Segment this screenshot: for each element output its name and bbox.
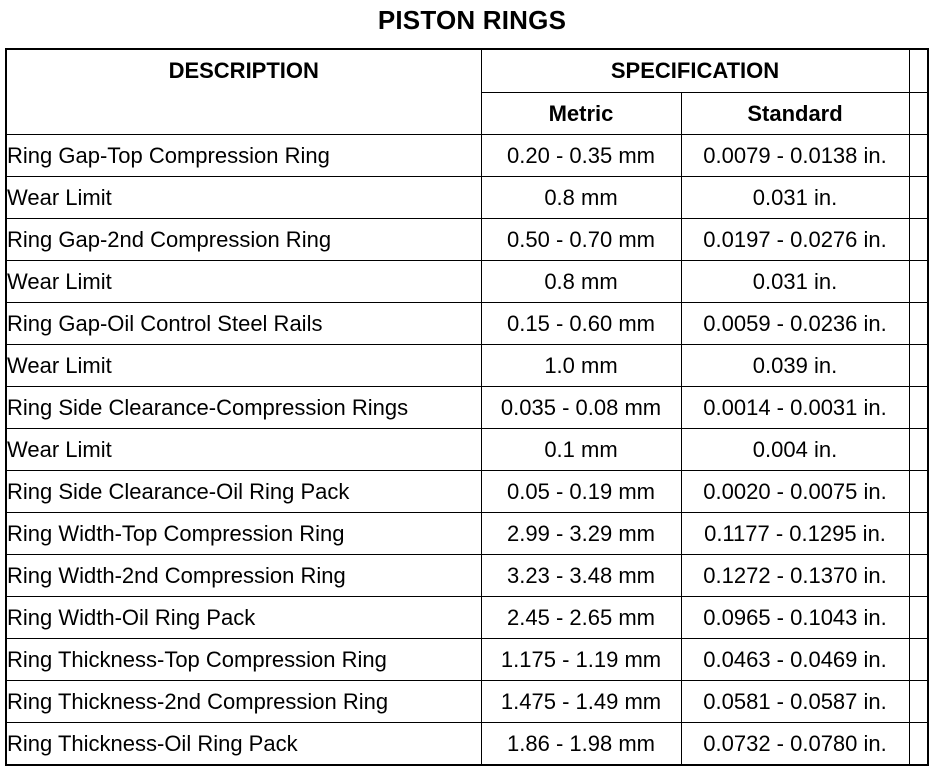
table-row <box>6 261 928 303</box>
table-row <box>6 177 928 219</box>
description-cell: Wear Limit <box>6 345 481 387</box>
table-body <box>6 135 928 766</box>
standard-cell: 0.1177 - 0.1295 in. <box>681 513 909 555</box>
spacer-cell <box>909 93 928 135</box>
standard-cell: 0.0020 - 0.0075 in. <box>681 471 909 513</box>
metric-cell: 2.45 - 2.65 mm <box>481 597 681 639</box>
description-cell: Ring Side Clearance-Compression Rings <box>6 387 481 429</box>
standard-cell: 0.0581 - 0.0587 in. <box>681 681 909 723</box>
description-cell: Ring Thickness-Top Compression Ring <box>6 639 481 681</box>
metric-cell: 1.0 mm <box>481 345 681 387</box>
spacer-cell <box>909 345 928 387</box>
spacer-cell <box>909 303 928 345</box>
description-cell: Ring Width-Top Compression Ring <box>6 513 481 555</box>
metric-cell: 1.475 - 1.49 mm <box>481 681 681 723</box>
metric-cell: 3.23 - 3.48 mm <box>481 555 681 597</box>
table-row <box>6 387 928 429</box>
description-cell: Wear Limit <box>6 177 481 219</box>
table-row <box>6 219 928 261</box>
description-cell: Ring Width-2nd Compression Ring <box>6 555 481 597</box>
standard-cell: 0.0197 - 0.0276 in. <box>681 219 909 261</box>
metric-cell: 0.035 - 0.08 mm <box>481 387 681 429</box>
metric-cell: 1.86 - 1.98 mm <box>481 723 681 766</box>
metric-cell: 0.8 mm <box>481 177 681 219</box>
description-cell: Ring Gap-Top Compression Ring <box>6 135 481 177</box>
metric-cell: 2.99 - 3.29 mm <box>481 513 681 555</box>
header-row <box>6 49 928 93</box>
metric-cell: 1.175 - 1.19 mm <box>481 639 681 681</box>
description-cell: Wear Limit <box>6 261 481 303</box>
piston-rings-spec-table <box>5 48 929 766</box>
standard-cell: 0.0059 - 0.0236 in. <box>681 303 909 345</box>
standard-cell: 0.039 in. <box>681 345 909 387</box>
description-cell: Ring Gap-2nd Compression Ring <box>6 219 481 261</box>
metric-cell: 0.15 - 0.60 mm <box>481 303 681 345</box>
table-row <box>6 555 928 597</box>
standard-cell: 0.0463 - 0.0469 in. <box>681 639 909 681</box>
table-row <box>6 471 928 513</box>
spacer-cell <box>909 555 928 597</box>
description-header: DESCRIPTION <box>6 49 481 135</box>
specification-header: SPECIFICATION <box>481 49 909 93</box>
metric-header: Metric <box>481 93 681 135</box>
spacer-cell <box>909 513 928 555</box>
metric-cell: 0.50 - 0.70 mm <box>481 219 681 261</box>
metric-cell: 0.8 mm <box>481 261 681 303</box>
metric-cell: 0.20 - 0.35 mm <box>481 135 681 177</box>
spacer-cell <box>909 135 928 177</box>
table-row <box>6 681 928 723</box>
spacer-cell <box>909 681 928 723</box>
standard-cell: 0.031 in. <box>681 177 909 219</box>
table-row <box>6 513 928 555</box>
standard-cell: 0.031 in. <box>681 261 909 303</box>
description-cell: Ring Thickness-Oil Ring Pack <box>6 723 481 766</box>
spacer-cell <box>909 639 928 681</box>
description-cell: Ring Width-Oil Ring Pack <box>6 597 481 639</box>
spacer-cell <box>909 597 928 639</box>
standard-cell: 0.0965 - 0.1043 in. <box>681 597 909 639</box>
standard-header: Standard <box>681 93 909 135</box>
spacer-cell <box>909 261 928 303</box>
standard-cell: 0.0079 - 0.0138 in. <box>681 135 909 177</box>
standard-cell: 0.0732 - 0.0780 in. <box>681 723 909 766</box>
metric-cell: 0.1 mm <box>481 429 681 471</box>
spacer-cell <box>909 49 928 93</box>
table-row <box>6 429 928 471</box>
standard-cell: 0.0014 - 0.0031 in. <box>681 387 909 429</box>
table-row <box>6 345 928 387</box>
spacer-cell <box>909 219 928 261</box>
table-row <box>6 303 928 345</box>
table-row <box>6 135 928 177</box>
spacer-cell <box>909 387 928 429</box>
spacer-cell <box>909 429 928 471</box>
standard-cell: 0.004 in. <box>681 429 909 471</box>
table-row <box>6 597 928 639</box>
spacer-cell <box>909 177 928 219</box>
description-cell: Ring Side Clearance-Oil Ring Pack <box>6 471 481 513</box>
standard-cell: 0.1272 - 0.1370 in. <box>681 555 909 597</box>
page-title: PISTON RINGS <box>377 5 567 35</box>
table-row <box>6 639 928 681</box>
metric-cell: 0.05 - 0.19 mm <box>481 471 681 513</box>
description-cell: Ring Gap-Oil Control Steel Rails <box>6 303 481 345</box>
spacer-cell <box>909 471 928 513</box>
table-row <box>6 723 928 766</box>
spacer-cell <box>909 723 928 766</box>
description-cell: Wear Limit <box>6 429 481 471</box>
description-cell: Ring Thickness-2nd Compression Ring <box>6 681 481 723</box>
